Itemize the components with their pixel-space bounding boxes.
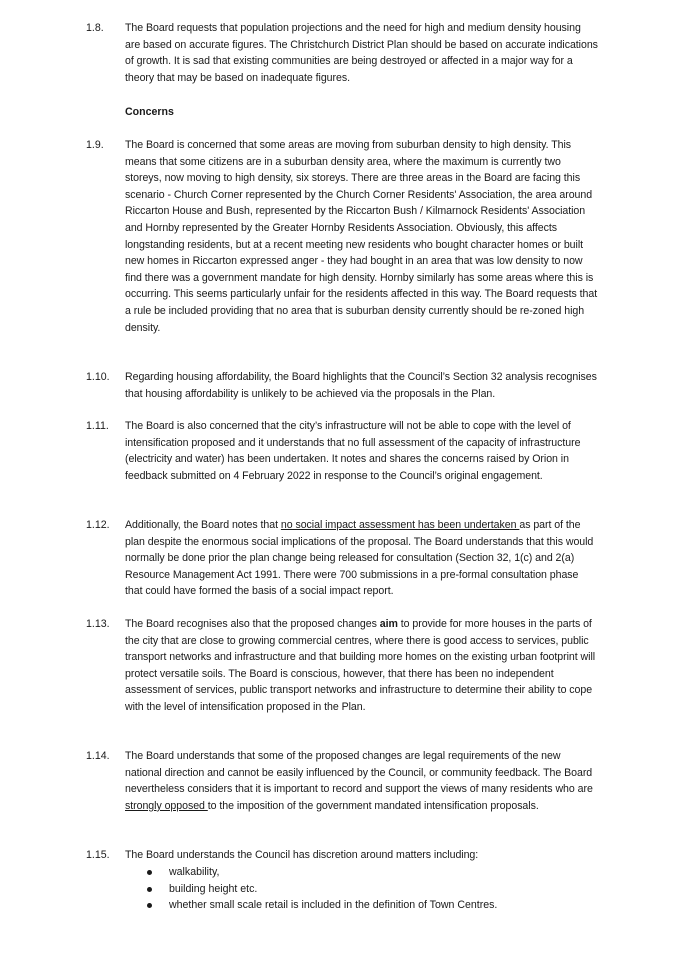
paragraph-number: 1.15. <box>86 849 110 861</box>
bold-text: aim <box>379 618 398 630</box>
text-run: to the imposition of the government mandated intensification proposals. <box>207 799 539 812</box>
paragraph-1-9 <box>86 137 598 336</box>
list-item-text: building height etc. <box>169 882 258 895</box>
paragraph-1-11 <box>86 418 598 484</box>
paragraph-number: 1.13. <box>86 618 110 630</box>
paragraph-number: 1.14. <box>86 750 110 762</box>
paragraph-1-13 <box>86 616 598 716</box>
paragraph-1-14 <box>86 748 598 814</box>
text-run: The Board recognises also that the proposed changes <box>125 618 380 630</box>
bullet-list <box>143 864 603 914</box>
paragraph-number: 1.8. <box>86 22 104 34</box>
paragraph-text: The Board is also concerned that the city’s infrastructure will not be able to cope with the level of intensification proposed and it understands that no full assessment of the capacity of infrastructure (electricity and water) has been undertaken. It notes and shares the concerns raised by Orion in feedback submitted on 4 February 2022 in response to the Council’s original engagement. <box>125 420 581 482</box>
list-item <box>143 881 603 898</box>
paragraph-text <box>125 748 598 814</box>
list-item <box>143 897 603 914</box>
paragraph-text: Regarding housing affordability, the Board highlights that the Council’s Section 32 analysis recognises that housing affordability is unlikely to be achieved via the proposals in the Plan. <box>125 371 597 400</box>
paragraph-text: The Board requests that population projections and the need for high and medium density housing are based on accurate figures. The Christchurch District Plan should be based on accurate indications of growth. It is sad that existing communities are being destroyed or affected in a major way for a theory that may be based on inadequate figures. <box>125 22 598 84</box>
bullet-icon <box>147 887 152 892</box>
paragraph-text: The Board is concerned that some areas are moving from suburban density to high density. This means that some citizens are in a suburban density area, where the maximum is currently two storeys, now moving to high density, six storeys. There are three areas in the Board are facing this scenario - Church Corner represented by the Church Corner Residents' Association, the area around Riccarton House and Bush, represented by the Riccarton Bush / Kilmarnock Residents' Association and Hornby represented by the Greater Hornby Residents Association. Obviously, this affects longstanding residents, but at a recent meeting new residents who bought character homes or built new homes in Riccarton expressed anger - they had bought in an area that was low density to now find there was a government mandate for high density. Hornby similarly has some areas where this is occurring. This seems particularly unfair for the residents affected in this way. The Board requests that a rule be included providing that no area that is suburban density currently should be re-zoned high density. <box>125 139 598 334</box>
list-item-text: walkability, <box>169 866 220 878</box>
bullet-icon <box>147 870 152 875</box>
text-run: Additionally, the Board notes that <box>125 519 281 531</box>
paragraph-text <box>125 616 598 716</box>
paragraph-text: The Board understands the Council has discretion around matters including: <box>125 849 479 861</box>
text-run: as part of the plan despite the enormous social implications of the proposal. The Board understands that this would normally be done prior the plan change being released for consultation (Section 32, 1(c) and 2(a) Resource Management Act 1991. There were 700 submissions in a pre-formal consultation phase that could have formed the basis of a social impact report. <box>125 519 594 598</box>
paragraph-number: 1.10. <box>86 371 110 383</box>
paragraph-1-12 <box>86 517 598 600</box>
underlined-text: no social impact assessment has been undertaken <box>280 519 520 531</box>
paragraph-text <box>125 517 598 600</box>
paragraph-number: 1.11. <box>86 420 109 432</box>
paragraph-1-15 <box>86 847 598 864</box>
bullet-icon <box>147 903 152 908</box>
paragraph-1-8 <box>86 20 598 86</box>
list-item-text: whether small scale retail is included in the definition of Town Centres. <box>169 899 498 912</box>
paragraph-number: 1.12. <box>86 519 110 531</box>
section-heading-concerns: Concerns <box>125 106 174 118</box>
text-run: The Board understands that some of the proposed changes are legal requirements of the new national direction and cannot be easily influenced by the Council, or community feedback. The Board nevertheless considers that it is important to record and support the views of many residents who are <box>125 750 593 796</box>
list-item <box>143 864 603 881</box>
paragraph-number: 1.9. <box>86 139 104 151</box>
underlined-text: strongly opposed <box>125 799 208 812</box>
paragraph-1-10 <box>86 369 598 402</box>
text-run: to provide for more houses in the parts of the city that are close to growing commercial centres, where there is good access to services, public transport networks and infrastructure and that building more homes on the existing urban footprint will protect versatile soils. The Board is conscious, however, that there has been no independent assessment of services, public transport networks and infrastructure to determine their ability to cope with the level of intensification proposed in the Plan. <box>125 618 596 713</box>
